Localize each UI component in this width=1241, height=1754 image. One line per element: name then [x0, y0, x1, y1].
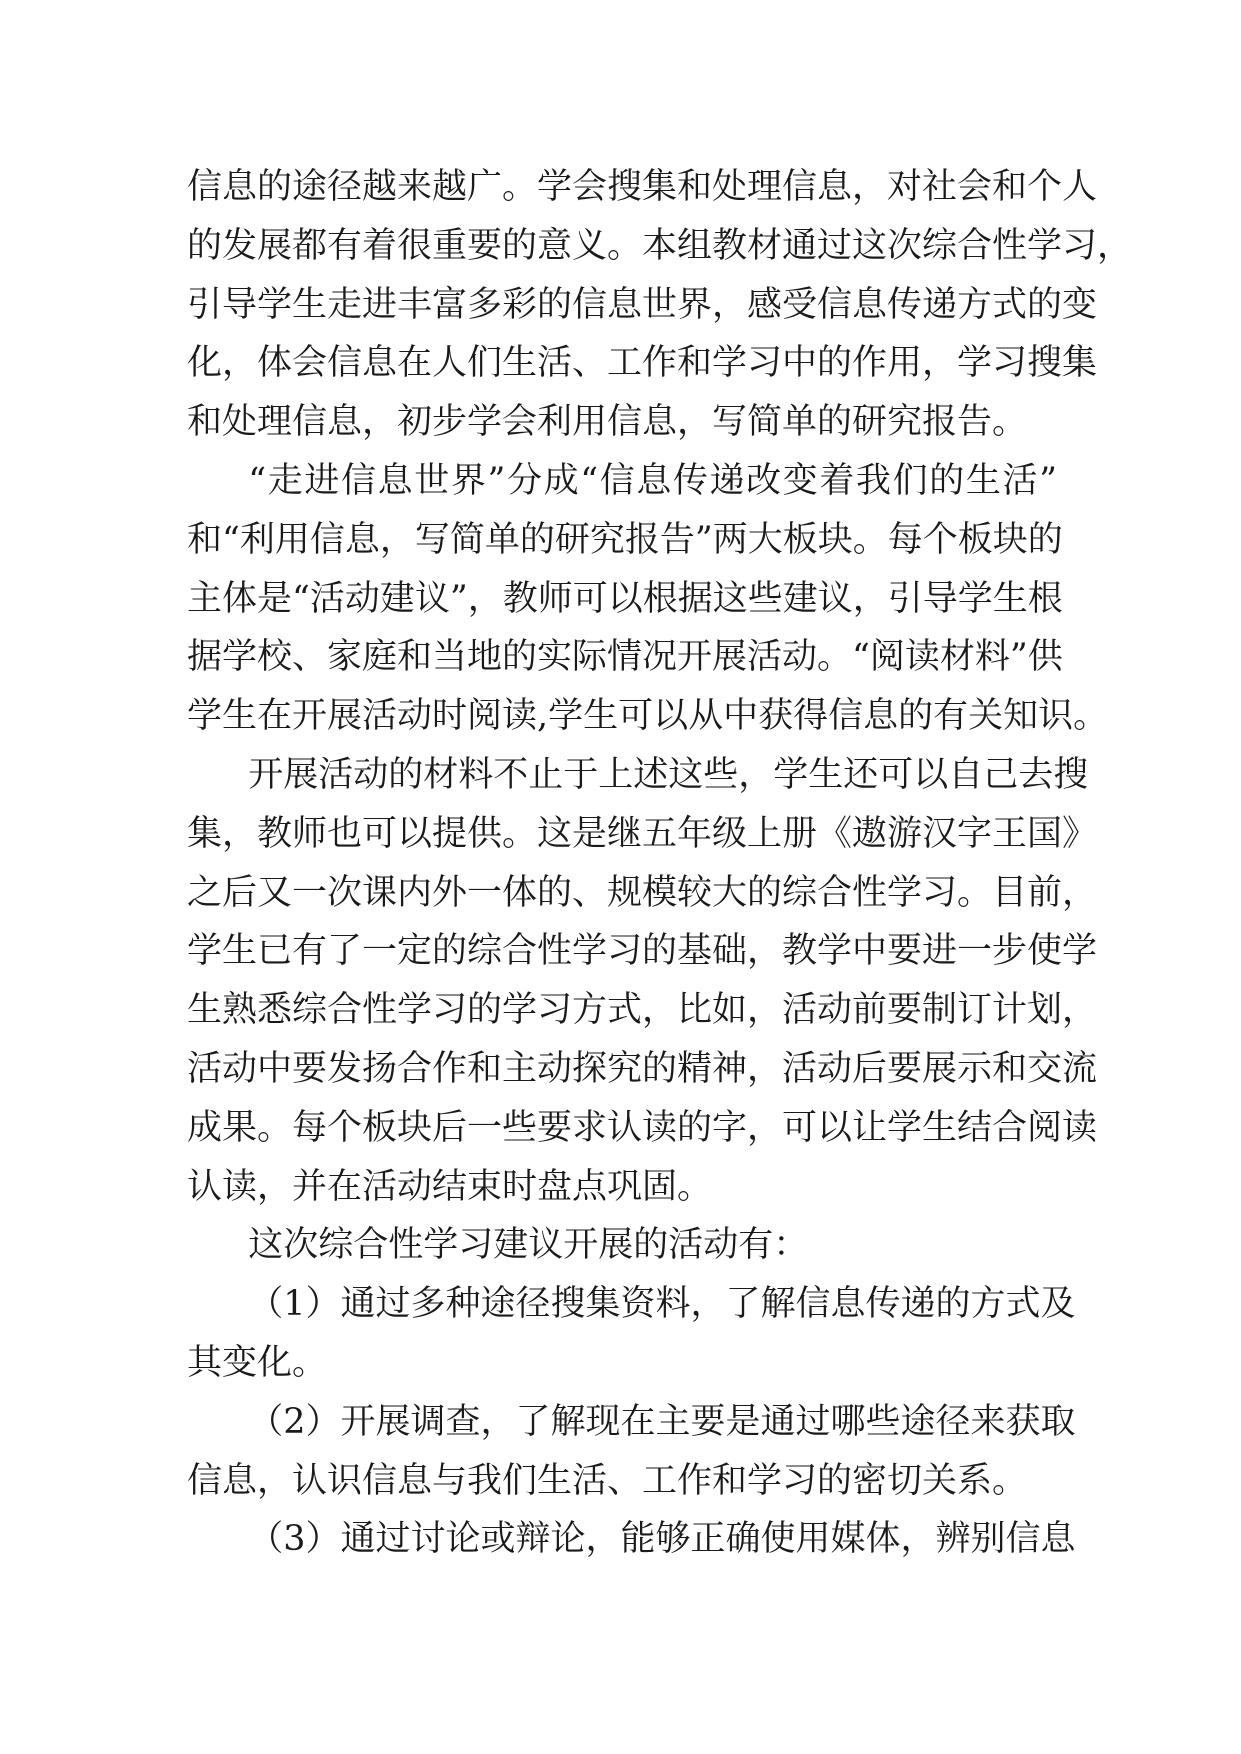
- text-line: 生熟悉综合性学习的学习方式，比如，活动前要制订计划，: [187, 990, 1098, 1031]
- paragraph-4: [187, 1216, 1057, 1275]
- text-line: 之后又一次课内外一体的、规模较大的综合性学习。目前，: [187, 872, 1098, 913]
- list-item-3: [187, 1510, 1076, 1569]
- text-line: 据学校、家庭和当地的实际情况开展活动。“阅读材料”供: [187, 637, 1063, 678]
- list-item-2: [187, 1393, 1076, 1511]
- text-line: “走进信息世界”分成“信息传递改变着我们的生活”: [248, 460, 1057, 501]
- list-item-1: [187, 1275, 1076, 1393]
- text-line: 信息，认识信息与我们生活、工作和学习的密切关系。: [187, 1460, 1028, 1501]
- text-line: 成果。每个板块后一些要求认读的字，可以让学生结合阅读: [187, 1107, 1098, 1148]
- text-line: 和“利用信息，写简单的研究报告”两大板块。每个板块的: [187, 519, 1063, 560]
- text-line: 开展活动的材料不止于上述这些，学生还可以自己去搜: [248, 754, 1089, 795]
- text-line: （2）开展调查，了解现在主要是通过哪些途径来获取: [248, 1401, 1076, 1442]
- text-line: 学生已有了一定的综合性学习的基础，教学中要进一步使学: [187, 931, 1098, 972]
- text-line: 和处理信息，初步学会利用信息，写简单的研究报告。: [187, 402, 1028, 443]
- text-line: 集，教师也可以提供。这是继五年级上册《遨游汉字王国》: [187, 813, 1098, 854]
- text-line: 引导学生走进丰富多彩的信息世界，感受信息传递方式的变: [187, 284, 1098, 325]
- document-body: [187, 158, 1133, 1569]
- text-line: 这次综合性学习建议开展的活动有：: [248, 1225, 809, 1266]
- text-line: 学生在开展活动时阅读,学生可以从中获得信息的有关知识。: [187, 696, 1109, 737]
- paragraph-3: [187, 746, 1098, 1216]
- text-line: （1）通过多种途径搜集资料，了解信息传递的方式及: [248, 1284, 1076, 1325]
- text-line: （3）通过讨论或辩论，能够正确使用媒体，辨别信息: [248, 1519, 1076, 1560]
- text-line: 认读，并在活动结束时盘点巩固。: [187, 1166, 713, 1207]
- paragraph-2: [187, 452, 1109, 746]
- text-line: 其变化。: [187, 1342, 328, 1383]
- text-line: 化，体会信息在人们生活、工作和学习中的作用，学习搜集: [187, 343, 1098, 384]
- text-line: 的发展都有着很重要的意义。本组教材通过这次综合性学习，: [187, 225, 1133, 266]
- text-line: 活动中要发扬合作和主动探究的精神，活动后要展示和交流: [187, 1048, 1098, 1089]
- text-line: 信息的途径越来越广。学会搜集和处理信息，对社会和个人: [187, 167, 1098, 207]
- paragraph-1: [187, 158, 1133, 452]
- text-line: 主体是“活动建议”，教师可以根据这些建议，引导学生根: [187, 578, 1063, 619]
